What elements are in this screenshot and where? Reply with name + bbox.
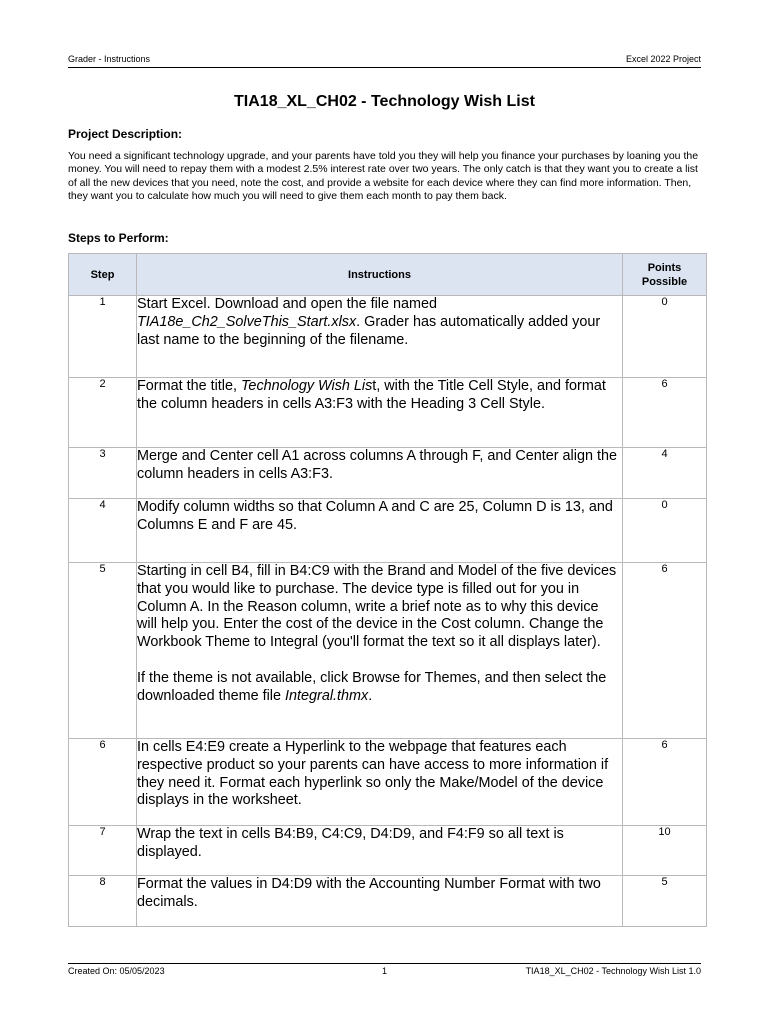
step-points: 0 [623, 296, 707, 378]
step-instruction [137, 826, 623, 876]
step-points: 6 [623, 739, 707, 826]
step-points: 6 [623, 563, 707, 739]
step-number: 1 [69, 296, 137, 378]
step-instruction [137, 563, 623, 739]
instruction-text: Start Excel. Download and open the file named [137, 296, 437, 312]
step-number: 6 [69, 739, 137, 826]
instruction-text: In cells E4:E9 create a Hyperlink to the webpage that features each respective product so your parents can have access to more information if they need it. Format each hyperlink so only the Make/Model of the device displays in the worksheet. [137, 739, 609, 809]
step-instruction [137, 739, 623, 826]
italic-text: Technology Wish Lis [240, 378, 373, 394]
header-divider [68, 67, 701, 68]
step-number: 7 [69, 826, 137, 876]
italic-text: Integral.thmx [285, 687, 369, 704]
instruction-text: If the theme is not available, click Browse for Themes, and then select the downloaded theme file [137, 669, 607, 704]
step-points: 4 [623, 448, 707, 499]
table-row [69, 296, 707, 378]
table-header-row [69, 254, 707, 296]
instruction-text: t, with the Title Cell Style, and format the column headers in cells A3:F3 with the Heading 3 Cell Style. [137, 378, 606, 412]
document-title: TIA18_XL_CH02 - Technology Wish List [234, 93, 535, 110]
header-left-text: Grader - Instructions [68, 54, 151, 64]
steps-heading: Steps to Perform: [68, 231, 169, 245]
instruction-text: Wrap the text in cells B4:B9, C4:C9, D4:D9, and F4:F9 so all text is displayed. [137, 826, 564, 860]
footer-page-number: 1 [381, 966, 387, 976]
instruction-text: . Grader has automatically added your last name to the beginning of the filename. [137, 313, 601, 348]
step-number: 8 [69, 876, 137, 927]
instruction-text: Merge and Center cell A1 across columns A through F, and Center align the column headers in cells A3:F3. [137, 448, 617, 482]
instruction-text: Modify column widths so that Column A and C are 25, Column D is 13, and Columns E and F are 45. [137, 499, 613, 533]
step-column-header: Step [69, 254, 137, 296]
step-instruction [137, 296, 623, 378]
footer-document-title: TIA18_XL_CH02 - Technology Wish List 1.0 [525, 966, 701, 976]
instruction-text: Starting in cell B4, fill in B4:C9 with the Brand and Model of the five devices that you would like to purchase. The device type is filled out for you in Column A. In the Reason column, write a brief note as to why this device will help you. Enter the cost of the device in the Cost column. Change the Workbook Theme to Integral (you'll format the text so it all displays later). [137, 563, 617, 651]
instruction-text: Format the title, [137, 378, 241, 394]
step-instruction [137, 378, 623, 448]
step-points: 5 [623, 876, 707, 927]
step-points: 0 [623, 499, 707, 563]
paragraph-spacer [137, 652, 622, 670]
table-row [69, 448, 707, 499]
step-instruction [137, 448, 623, 499]
step-number: 2 [69, 378, 137, 448]
table-row [69, 499, 707, 563]
table-row [69, 739, 707, 826]
footer-created-date: Created On: 05/05/2023 [68, 966, 165, 976]
step-number: 3 [69, 448, 137, 499]
step-points: 6 [623, 378, 707, 448]
table-row [69, 378, 707, 448]
italic-text: TIA18e_Ch2_SolveThis_Start.xlsx [137, 313, 357, 330]
points-column-header: Points Possible [623, 254, 707, 296]
step-points: 10 [623, 826, 707, 876]
step-number: 5 [69, 563, 137, 739]
table-row [69, 563, 707, 739]
instruction-text: . [368, 687, 373, 704]
instructions-column-header: Instructions [137, 254, 623, 296]
header-right-text: Excel 2022 Project [625, 54, 701, 64]
steps-table [68, 253, 707, 927]
table-row [69, 826, 707, 876]
step-number: 4 [69, 499, 137, 563]
project-description-heading: Project Description: [68, 127, 183, 141]
footer-divider [68, 963, 701, 964]
instruction-text: Format the values in D4:D9 with the Accounting Number Format with two decimals. [137, 876, 601, 910]
project-description-text: You need a significant technology upgrade, and your parents have told you they will help you finance your purchases by loaning you the money. You will need to repay them with a modest 2.5% interest rate over two years. The only catch is that they want you to create a list of all the new devices that you need, note the cost, and provide a website for each device where they can find more information. Then, they want you to calculate how much you will need to give them each month to pay them back. [68, 150, 699, 203]
table-row [69, 876, 707, 927]
step-instruction [137, 499, 623, 563]
step-instruction [137, 876, 623, 927]
